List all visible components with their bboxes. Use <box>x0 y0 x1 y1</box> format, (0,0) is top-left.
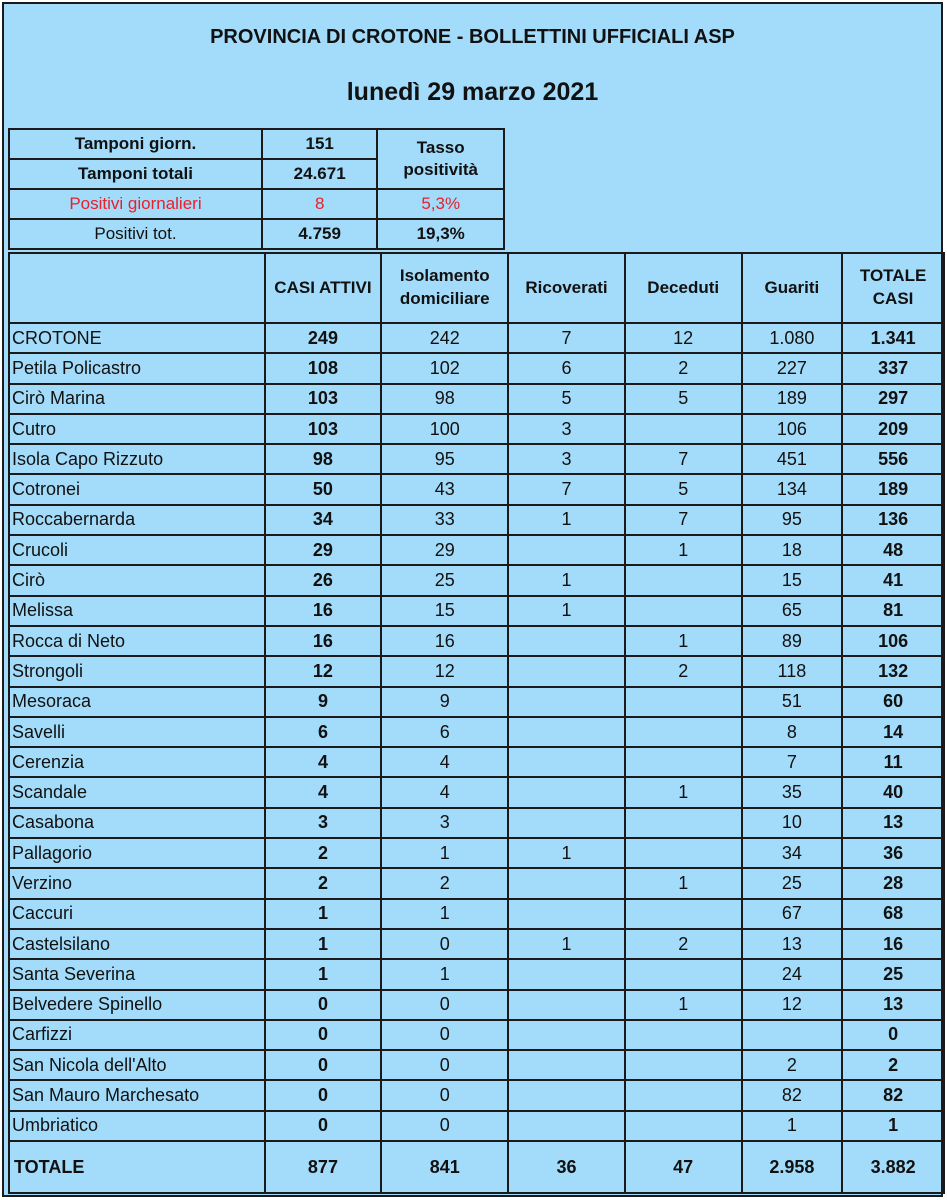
guariti-cell: 35 <box>742 777 843 807</box>
totale-casi-cell: 13 <box>842 990 944 1020</box>
table-row <box>9 717 944 747</box>
table-row <box>9 1111 944 1141</box>
guariti-cell: 1.080 <box>742 323 843 353</box>
totale-casi-cell: 13 <box>842 808 944 838</box>
casi-attivi-cell: 3 <box>265 808 382 838</box>
isolamento-cell: 33 <box>381 505 508 535</box>
table-row <box>9 868 944 898</box>
table-row <box>9 353 944 383</box>
header-guariti: Guariti <box>742 253 843 323</box>
isolamento-cell: 98 <box>381 384 508 414</box>
tamponi-giorn-value: 151 <box>262 129 377 159</box>
totale-casi-cell: 2 <box>842 1050 944 1080</box>
total-ricoverati: 36 <box>508 1141 625 1193</box>
table-row <box>9 414 944 444</box>
guariti-cell: 227 <box>742 353 843 383</box>
ricoverati-cell <box>508 899 625 929</box>
isolamento-cell: 242 <box>381 323 508 353</box>
guariti-cell: 18 <box>742 535 843 565</box>
table-row <box>9 656 944 686</box>
header-isolamento-line1: Isolamento <box>399 266 490 286</box>
ricoverati-cell <box>508 687 625 717</box>
positivi-tot-value: 4.759 <box>262 219 377 249</box>
ricoverati-cell: 1 <box>508 838 625 868</box>
isolamento-cell: 4 <box>381 777 508 807</box>
isolamento-cell: 15 <box>381 596 508 626</box>
deceduti-cell: 1 <box>625 868 742 898</box>
isolamento-cell: 43 <box>381 474 508 504</box>
deceduti-cell: 7 <box>625 444 742 474</box>
guariti-cell: 15 <box>742 565 843 595</box>
summary-row-positivi-giornalieri <box>9 189 504 219</box>
guariti-cell: 10 <box>742 808 843 838</box>
casi-attivi-cell: 98 <box>265 444 382 474</box>
header-totale-line2: CASI <box>872 289 914 308</box>
summary-row-tamponi-giorn <box>9 129 504 159</box>
ricoverati-cell: 7 <box>508 474 625 504</box>
table-row <box>9 929 944 959</box>
comune-cell: Roccabernarda <box>9 505 265 535</box>
isolamento-cell: 100 <box>381 414 508 444</box>
totale-casi-cell: 28 <box>842 868 944 898</box>
summary-row-positivi-tot <box>9 219 504 249</box>
table-row <box>9 565 944 595</box>
comune-cell: Savelli <box>9 717 265 747</box>
isolamento-cell: 12 <box>381 656 508 686</box>
ricoverati-cell: 7 <box>508 323 625 353</box>
casi-attivi-cell: 108 <box>265 353 382 383</box>
guariti-cell: 134 <box>742 474 843 504</box>
casi-attivi-cell: 1 <box>265 959 382 989</box>
table-row <box>9 535 944 565</box>
positivi-giornalieri-label: Positivi giornalieri <box>9 189 262 219</box>
table-row <box>9 687 944 717</box>
casi-attivi-cell: 4 <box>265 747 382 777</box>
table-row <box>9 323 944 353</box>
ricoverati-cell <box>508 626 625 656</box>
isolamento-cell: 95 <box>381 444 508 474</box>
tasso-label-line2: positività <box>403 160 479 179</box>
total-totale-casi: 3.882 <box>842 1141 944 1193</box>
comune-cell: Carfizzi <box>9 1020 265 1050</box>
tasso-positivita-header <box>377 129 504 189</box>
comune-cell: San Nicola dell'Alto <box>9 1050 265 1080</box>
comune-cell: Strongoli <box>9 656 265 686</box>
casi-attivi-cell: 103 <box>265 384 382 414</box>
table-row <box>9 777 944 807</box>
isolamento-cell: 25 <box>381 565 508 595</box>
ricoverati-cell <box>508 1080 625 1110</box>
isolamento-cell: 4 <box>381 747 508 777</box>
deceduti-cell: 1 <box>625 777 742 807</box>
guariti-cell <box>742 1020 843 1050</box>
totale-casi-cell: 81 <box>842 596 944 626</box>
isolamento-cell: 1 <box>381 899 508 929</box>
guariti-cell: 24 <box>742 959 843 989</box>
header-comune <box>9 253 265 323</box>
table-row <box>9 384 944 414</box>
casi-attivi-cell: 1 <box>265 899 382 929</box>
deceduti-cell: 2 <box>625 656 742 686</box>
guariti-cell: 12 <box>742 990 843 1020</box>
tasso-totale-value: 19,3% <box>377 219 504 249</box>
casi-attivi-cell: 2 <box>265 868 382 898</box>
header-totale-line1: TOTALE <box>859 266 927 286</box>
comune-cell: Cirò <box>9 565 265 595</box>
comune-cell: Melissa <box>9 596 265 626</box>
ricoverati-cell <box>508 1050 625 1080</box>
totale-casi-cell: 11 <box>842 747 944 777</box>
ricoverati-cell: 1 <box>508 505 625 535</box>
ricoverati-cell: 5 <box>508 384 625 414</box>
ricoverati-cell <box>508 959 625 989</box>
total-isolamento: 841 <box>381 1141 508 1193</box>
deceduti-cell <box>625 717 742 747</box>
deceduti-cell <box>625 747 742 777</box>
casi-attivi-cell: 34 <box>265 505 382 535</box>
casi-attivi-cell: 29 <box>265 535 382 565</box>
comune-cell: Umbriatico <box>9 1111 265 1141</box>
positivi-tot-label: Positivi tot. <box>9 219 262 249</box>
bulletin-sheet <box>2 2 943 1197</box>
comune-cell: Crucoli <box>9 535 265 565</box>
ricoverati-cell: 3 <box>508 444 625 474</box>
casi-attivi-cell: 2 <box>265 838 382 868</box>
header-casi-attivi: CASI ATTIVI <box>265 253 382 323</box>
comune-cell: Rocca di Neto <box>9 626 265 656</box>
ricoverati-cell: 1 <box>508 565 625 595</box>
ricoverati-cell <box>508 990 625 1020</box>
header-isolamento <box>381 253 508 323</box>
table-header-row <box>9 253 944 323</box>
table-row <box>9 1080 944 1110</box>
casi-attivi-cell: 0 <box>265 990 382 1020</box>
isolamento-cell: 0 <box>381 1020 508 1050</box>
table-row <box>9 505 944 535</box>
table-row <box>9 899 944 929</box>
ricoverati-cell <box>508 1020 625 1050</box>
deceduti-cell <box>625 808 742 838</box>
guariti-cell: 34 <box>742 838 843 868</box>
bulletin-date: lunedì 29 marzo 2021 <box>346 78 599 106</box>
casi-attivi-cell: 0 <box>265 1080 382 1110</box>
table-row <box>9 747 944 777</box>
totale-casi-cell: 48 <box>842 535 944 565</box>
table-row <box>9 838 944 868</box>
guariti-cell: 13 <box>742 929 843 959</box>
totale-casi-cell: 16 <box>842 929 944 959</box>
deceduti-cell: 2 <box>625 353 742 383</box>
ricoverati-cell <box>508 808 625 838</box>
deceduti-cell <box>625 899 742 929</box>
isolamento-cell: 9 <box>381 687 508 717</box>
casi-attivi-cell: 0 <box>265 1111 382 1141</box>
isolamento-cell: 0 <box>381 1080 508 1110</box>
comune-cell: Isola Capo Rizzuto <box>9 444 265 474</box>
table-row <box>9 990 944 1020</box>
comune-cell: Cirò Marina <box>9 384 265 414</box>
ricoverati-cell: 1 <box>508 929 625 959</box>
deceduti-cell <box>625 565 742 595</box>
ricoverati-cell <box>508 535 625 565</box>
isolamento-cell: 16 <box>381 626 508 656</box>
table-row <box>9 596 944 626</box>
totale-casi-cell: 40 <box>842 777 944 807</box>
totale-casi-cell: 60 <box>842 687 944 717</box>
summary-table <box>8 128 505 250</box>
totale-casi-cell: 209 <box>842 414 944 444</box>
isolamento-cell: 3 <box>381 808 508 838</box>
totale-casi-cell: 106 <box>842 626 944 656</box>
comune-cell: San Mauro Marchesato <box>9 1080 265 1110</box>
isolamento-cell: 2 <box>381 868 508 898</box>
header-totale-casi <box>842 253 944 323</box>
deceduti-cell <box>625 838 742 868</box>
deceduti-cell: 7 <box>625 505 742 535</box>
guariti-cell: 7 <box>742 747 843 777</box>
guariti-cell: 451 <box>742 444 843 474</box>
isolamento-cell: 1 <box>381 959 508 989</box>
casi-attivi-cell: 249 <box>265 323 382 353</box>
ricoverati-cell: 1 <box>508 596 625 626</box>
casi-attivi-cell: 26 <box>265 565 382 595</box>
guariti-cell: 95 <box>742 505 843 535</box>
guariti-cell: 89 <box>742 626 843 656</box>
header-ricoverati: Ricoverati <box>508 253 625 323</box>
comune-cell: Mesoraca <box>9 687 265 717</box>
casi-attivi-cell: 0 <box>265 1020 382 1050</box>
tasso-giornaliero-value: 5,3% <box>377 189 504 219</box>
casi-attivi-cell: 16 <box>265 626 382 656</box>
guariti-cell: 25 <box>742 868 843 898</box>
totale-casi-cell: 136 <box>842 505 944 535</box>
ricoverati-cell <box>508 868 625 898</box>
page-title: PROVINCIA DI CROTONE - BOLLETTINI UFFICIALI ASP <box>210 26 735 48</box>
isolamento-cell: 1 <box>381 838 508 868</box>
total-deceduti: 47 <box>625 1141 742 1193</box>
isolamento-cell: 0 <box>381 929 508 959</box>
ricoverati-cell <box>508 656 625 686</box>
guariti-cell: 118 <box>742 656 843 686</box>
guariti-cell: 8 <box>742 717 843 747</box>
guariti-cell: 106 <box>742 414 843 444</box>
totale-casi-cell: 36 <box>842 838 944 868</box>
totale-casi-cell: 68 <box>842 899 944 929</box>
totale-casi-cell: 1.341 <box>842 323 944 353</box>
tamponi-totali-label: Tamponi totali <box>9 159 262 189</box>
guariti-cell: 67 <box>742 899 843 929</box>
deceduti-cell <box>625 596 742 626</box>
totale-casi-cell: 0 <box>842 1020 944 1050</box>
guariti-cell: 51 <box>742 687 843 717</box>
deceduti-cell: 1 <box>625 990 742 1020</box>
totale-casi-cell: 297 <box>842 384 944 414</box>
casi-attivi-cell: 0 <box>265 1050 382 1080</box>
deceduti-cell <box>625 959 742 989</box>
table-body <box>9 323 944 1141</box>
totale-casi-cell: 25 <box>842 959 944 989</box>
guariti-cell: 82 <box>742 1080 843 1110</box>
tamponi-giorn-label: Tamponi giorn. <box>9 129 262 159</box>
deceduti-cell <box>625 687 742 717</box>
comune-cell: Pallagorio <box>9 838 265 868</box>
comune-cell: CROTONE <box>9 323 265 353</box>
comune-cell: Castelsilano <box>9 929 265 959</box>
total-guariti: 2.958 <box>742 1141 843 1193</box>
deceduti-cell: 5 <box>625 474 742 504</box>
casi-attivi-cell: 103 <box>265 414 382 444</box>
totale-casi-cell: 132 <box>842 656 944 686</box>
deceduti-cell: 12 <box>625 323 742 353</box>
guariti-cell: 2 <box>742 1050 843 1080</box>
ricoverati-cell <box>508 717 625 747</box>
comune-cell: Casabona <box>9 808 265 838</box>
header-isolamento-line2: domiciliare <box>399 289 490 308</box>
casi-attivi-cell: 50 <box>265 474 382 504</box>
comune-cell: Cotronei <box>9 474 265 504</box>
casi-attivi-cell: 1 <box>265 929 382 959</box>
comune-cell: Santa Severina <box>9 959 265 989</box>
isolamento-cell: 102 <box>381 353 508 383</box>
table-row <box>9 959 944 989</box>
deceduti-cell <box>625 1050 742 1080</box>
table-row <box>9 626 944 656</box>
table-row <box>9 444 944 474</box>
totale-casi-cell: 1 <box>842 1111 944 1141</box>
ricoverati-cell: 3 <box>508 414 625 444</box>
casi-attivi-cell: 16 <box>265 596 382 626</box>
tasso-label-line1: Tasso <box>416 137 465 157</box>
table-row <box>9 808 944 838</box>
positivi-giornalieri-value: 8 <box>262 189 377 219</box>
guariti-cell: 65 <box>742 596 843 626</box>
tamponi-totali-value: 24.671 <box>262 159 377 189</box>
ricoverati-cell <box>508 777 625 807</box>
comune-cell: Caccuri <box>9 899 265 929</box>
comune-cell: Belvedere Spinello <box>9 990 265 1020</box>
comune-cell: Petila Policastro <box>9 353 265 383</box>
comune-cell: Cerenzia <box>9 747 265 777</box>
isolamento-cell: 29 <box>381 535 508 565</box>
totale-casi-cell: 556 <box>842 444 944 474</box>
comune-cell: Scandale <box>9 777 265 807</box>
casi-attivi-cell: 4 <box>265 777 382 807</box>
ricoverati-cell <box>508 1111 625 1141</box>
table-row <box>9 1020 944 1050</box>
deceduti-cell: 2 <box>625 929 742 959</box>
cases-table <box>8 252 945 1194</box>
totale-casi-cell: 14 <box>842 717 944 747</box>
comune-cell: Verzino <box>9 868 265 898</box>
total-label: TOTALE <box>9 1141 265 1193</box>
deceduti-cell <box>625 1111 742 1141</box>
totale-casi-cell: 41 <box>842 565 944 595</box>
deceduti-cell <box>625 1020 742 1050</box>
ricoverati-cell: 6 <box>508 353 625 383</box>
totale-casi-cell: 337 <box>842 353 944 383</box>
guariti-cell: 1 <box>742 1111 843 1141</box>
guariti-cell: 189 <box>742 384 843 414</box>
deceduti-cell <box>625 1080 742 1110</box>
totale-casi-cell: 189 <box>842 474 944 504</box>
ricoverati-cell <box>508 747 625 777</box>
comune-cell: Cutro <box>9 414 265 444</box>
table-row <box>9 1050 944 1080</box>
deceduti-cell: 5 <box>625 384 742 414</box>
isolamento-cell: 0 <box>381 990 508 1020</box>
isolamento-cell: 0 <box>381 1050 508 1080</box>
casi-attivi-cell: 12 <box>265 656 382 686</box>
totale-casi-cell: 82 <box>842 1080 944 1110</box>
casi-attivi-cell: 6 <box>265 717 382 747</box>
deceduti-cell <box>625 414 742 444</box>
header-deceduti: Deceduti <box>625 253 742 323</box>
isolamento-cell: 6 <box>381 717 508 747</box>
total-row <box>9 1141 944 1193</box>
casi-attivi-cell: 9 <box>265 687 382 717</box>
deceduti-cell: 1 <box>625 535 742 565</box>
isolamento-cell: 0 <box>381 1111 508 1141</box>
deceduti-cell: 1 <box>625 626 742 656</box>
table-row <box>9 474 944 504</box>
total-attivi: 877 <box>265 1141 382 1193</box>
